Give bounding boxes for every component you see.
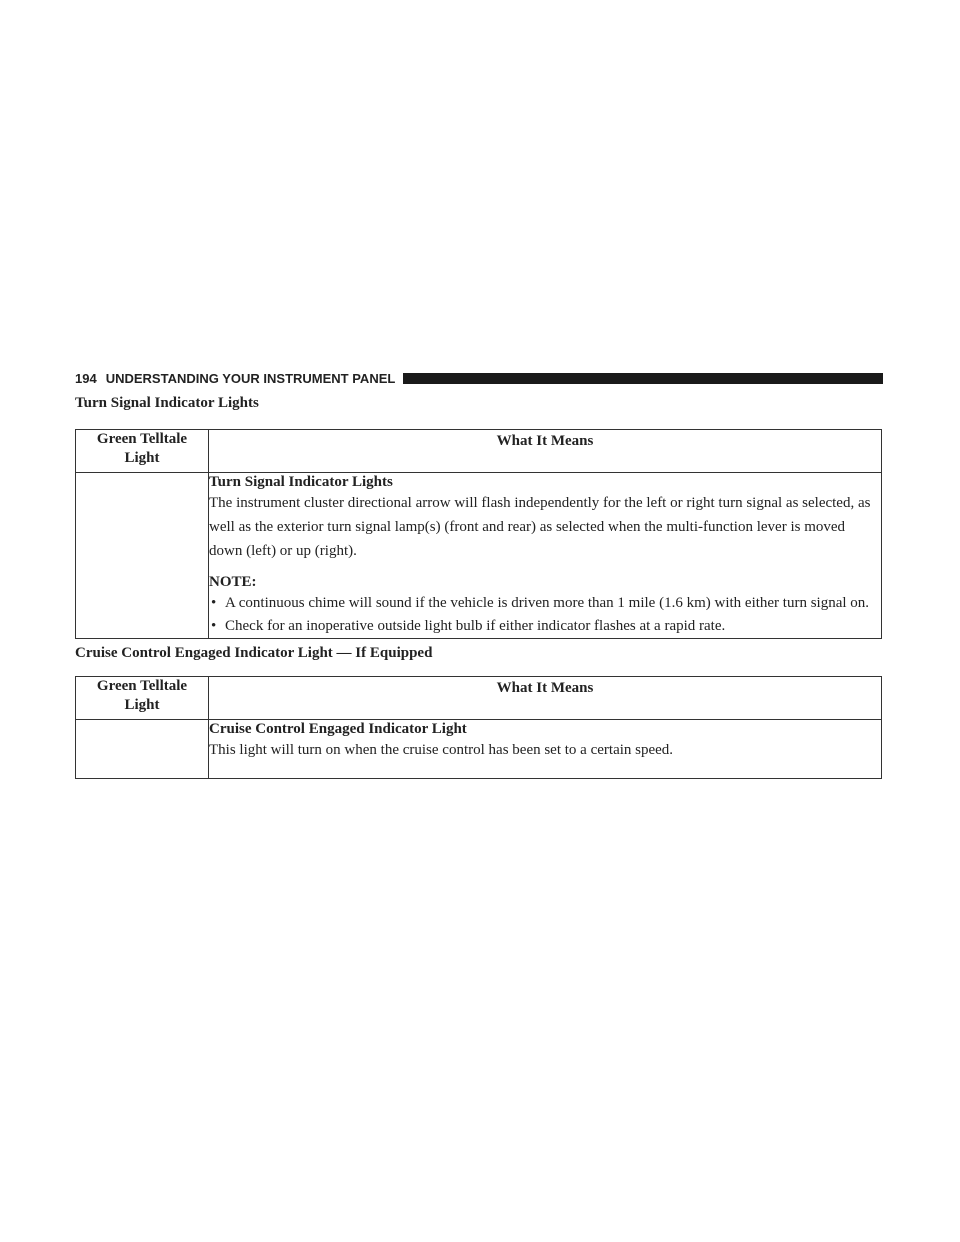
col-header-light-line1: Green Telltale xyxy=(96,678,188,694)
header-rule xyxy=(403,373,883,384)
col-header-light-line2: Light xyxy=(124,450,160,466)
table-header-row xyxy=(76,430,882,473)
table-row xyxy=(76,473,882,639)
list-item: • A continuous chime will sound if the vehicle is driven more than 1 mile (1.6 km) with either turn signal on. xyxy=(209,592,881,615)
row-title: Turn Signal Indicator Lights xyxy=(209,474,393,490)
meaning-cell xyxy=(209,473,882,639)
page-number: 194 xyxy=(75,370,97,386)
note-label: NOTE: xyxy=(209,574,257,590)
col-header-means: What It Means xyxy=(209,430,882,473)
table-row xyxy=(76,720,882,779)
list-item: • Check for an inoperative outside light bulb if either indicator flashes at a rapid rate. xyxy=(209,615,881,638)
telltale-cell xyxy=(76,720,209,779)
col-header-light-line1: Green Telltale xyxy=(96,431,188,447)
col-header-light xyxy=(76,677,209,720)
section-title-turn-signal: Turn Signal Indicator Lights xyxy=(75,395,259,411)
meaning-cell xyxy=(209,720,882,779)
chapter-title: UNDERSTANDING YOUR INSTRUMENT PANEL xyxy=(105,370,396,386)
telltale-cell xyxy=(76,473,209,639)
col-header-light-line2: Light xyxy=(124,697,160,713)
cruise-control-table xyxy=(75,676,882,779)
row-paragraph: This light will turn on when the cruise control has been set to a certain speed. xyxy=(209,742,674,758)
row-paragraph: The instrument cluster directional arrow will flash independently for the left or right turn signal as selected, as well as the exterior turn signal lamp(s) (front and rear) as selected when the multi-function lever is moved down (left) or up (right). xyxy=(209,495,871,559)
turn-signal-table xyxy=(75,429,882,639)
page-header xyxy=(75,369,883,387)
col-header-light xyxy=(76,430,209,473)
row-title: Cruise Control Engaged Indicator Light xyxy=(209,721,467,737)
note-bullets xyxy=(209,592,881,638)
col-header-means: What It Means xyxy=(209,677,882,720)
table-header-row xyxy=(76,677,882,720)
section-title-cruise-control: Cruise Control Engaged Indicator Light — If Equipped xyxy=(75,645,433,661)
